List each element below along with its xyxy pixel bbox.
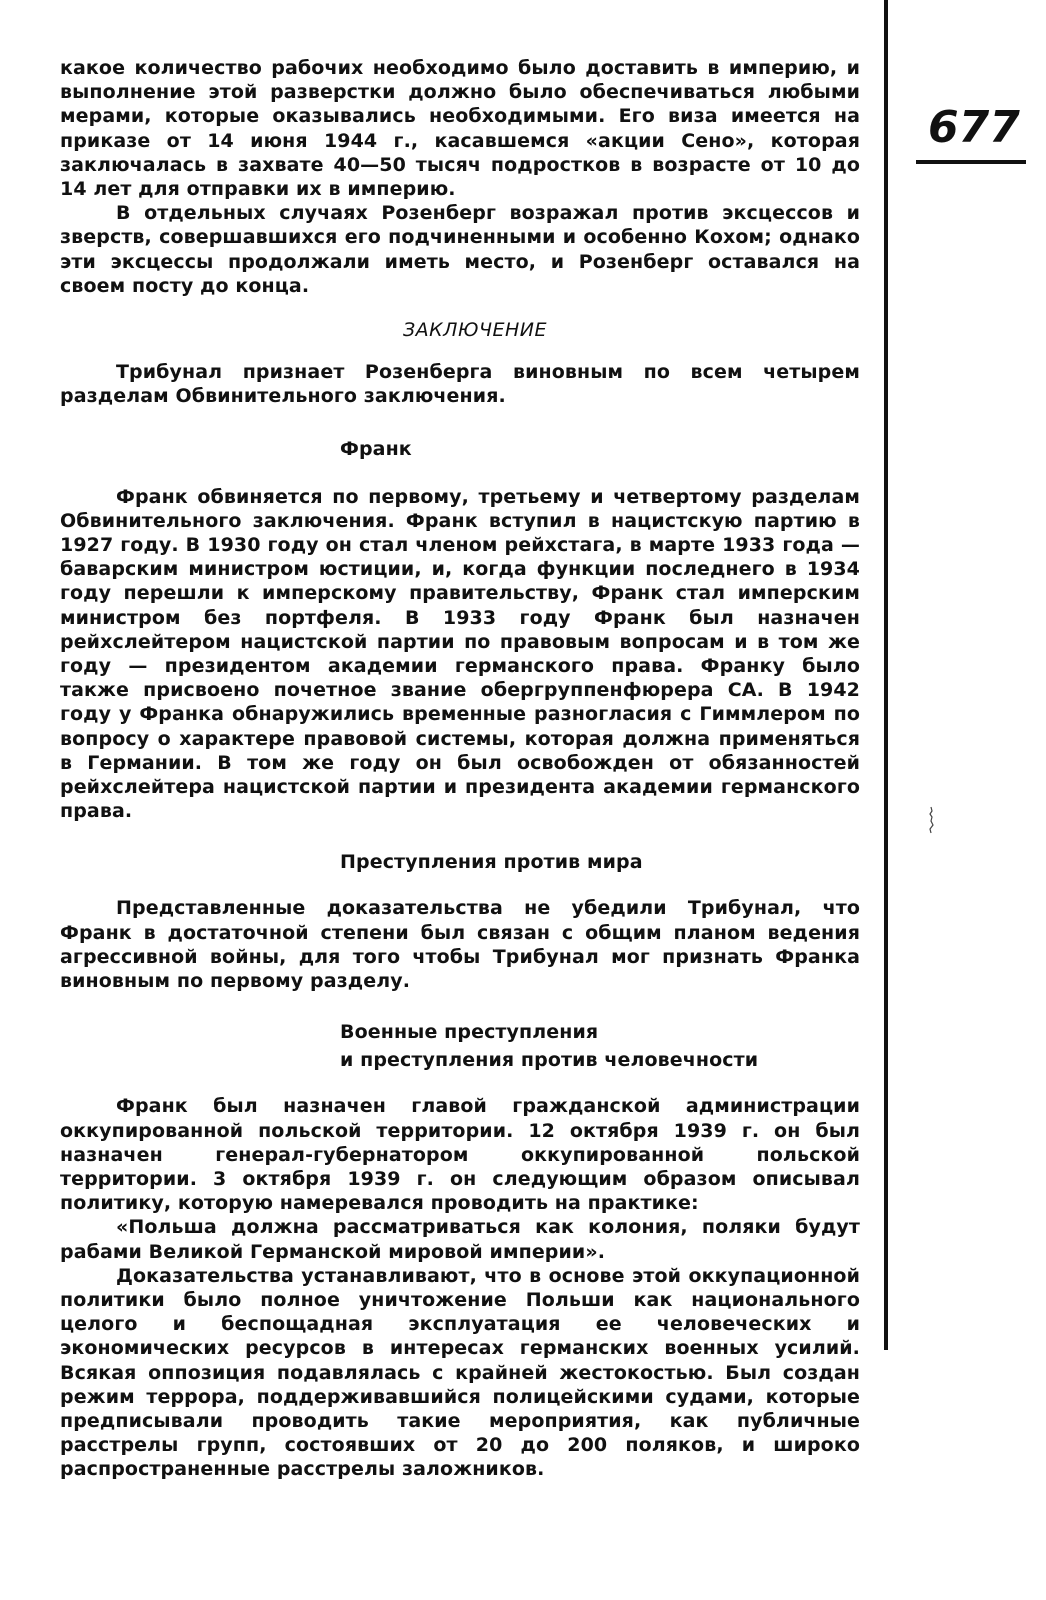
scan-speck-mark (927, 805, 935, 835)
page-number: 677 (928, 102, 1020, 153)
section-heading-war-crimes (60, 1018, 860, 1074)
margin-rule-vertical (884, 0, 888, 1350)
paragraph: Франк обвиняется по первому, третьему и четвертому разделам Обвинительного заключения. Франк вступил в нацистскую партию в 1927 году. В 1930 году он стал членом рейхстага, в марте 1933 года — баварским министром юстиции, и, когда функции последнего в 1934 году перешли к имперскому правительству, Франк стал имперским министром без портфеля. В 1933 году Франк был назначен рейхслейтером нацистской партии по правовым вопросам и в том же году — президентом академии германского права. Франку было также присвоено почетное звание обергруппенфюрера СА. В 1942 году у Франка обнаружились временные разногласия с Гиммлером по вопросу о характере правовой системы, которая должна применяться в Германии. В том же году он был освобожден от обязанностей рейхслейтера нацистской партии и президента академии германского права. (60, 485, 860, 823)
paragraph: В отдельных случаях Розенберг возражал против эксцессов и зверств, совершавшихся его подчиненными и особенно Кохом; однако эти эксцессы продолжали иметь место, и Розенберг оставался на своем посту до конца. (60, 202, 860, 297)
section-heading-line-1: Военные преступления (340, 1021, 599, 1044)
section-heading-line-2: и преступления против человечности (340, 1049, 759, 1072)
conclusion-heading: ЗАКЛЮЧЕНИЕ (402, 319, 547, 342)
page-number-underline (916, 160, 1026, 164)
paragraph: Представленные доказательства не убедили Трибунал, что Франк в достаточной степени был связан с общим планом ведения агрессивной войны, для того чтобы Трибунал мог признать Франка виновным по первому разделу. (60, 897, 860, 993)
body-text (60, 56, 860, 1482)
paragraph: Доказательства устанавливают, что в основе этой оккупационной политики было полное уничтожение Польши как национального целого и беспощадная эксплуатация ее человеческих и экономических ресурсов в интересах германских военных усилий. Всякая оппозиция подавлялась с крайней жестокостью. Был создан режим террора, поддерживавшийся полицейскими судами, которые предписывали проводить такие мероприятия, как публичные расстрелы групп, состоявших от 20 до 200 поляков, и широко распространенные расстрелы заложников. (60, 1264, 860, 1481)
section-heading-crimes-against-peace: Преступления против мира (340, 851, 643, 874)
paragraph: Трибунал признает Розенберга виновным по всем четырем разделам Обвинительного заключения. (60, 361, 860, 408)
paragraph: Франк был назначен главой гражданской администрации оккупированной польской территории. 12 октября 1939 г. он был назначен генерал-губернатором оккупированной польской территории. 3 октября 1939 г. он следующим образом описывал политику, которую намеревался проводить на практике: (60, 1095, 860, 1215)
section-heading-frank: Франк (340, 437, 412, 460)
quotation: «Польша должна рассматриваться как колония, поляки будут рабами Великой Германской мировой империи». (60, 1216, 860, 1263)
paragraph: какое количество рабочих необходимо было доставить в империю, и выполнение этой разверстки должно было обеспечиваться любыми мерами, которые оказывались необходимыми. Его виза имеется на приказе от 14 июня 1944 г., касавшемся «акции Сено», которая заключалась в захвате 40—50 тысяч подростков в возрасте от 10 до 14 лет для отправки их в империю. (60, 57, 860, 201)
